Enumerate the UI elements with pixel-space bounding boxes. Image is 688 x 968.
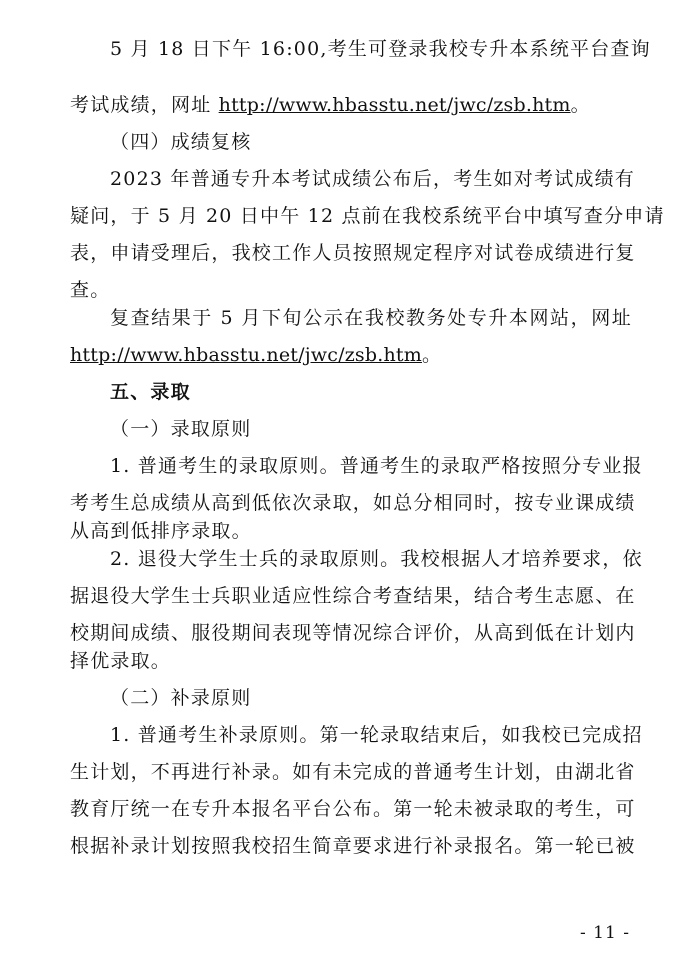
paragraph-line: 据退役大学生士兵职业适应性综合考查结果，结合考生志愿、在	[70, 585, 636, 607]
url-link[interactable]: http://www.hbasstu.net/jwc/zsb.htm	[218, 94, 571, 116]
paragraph-line: 根据补录计划按照我校招生简章要求进行补录报名。第一轮已被	[70, 835, 636, 857]
paragraph-line: 1. 普通考生补录原则。第一轮录取结束后，如我校已完成招	[110, 724, 643, 746]
paragraph-line: 校期间成绩、服役期间表现等情况综合评价，从高到低在计划内	[70, 622, 636, 644]
paragraph-line	[70, 93, 632, 117]
paragraph-line: 考考生总成绩从高到低依次录取，如总分相同时，按专业课成绩	[70, 492, 636, 514]
text-span: 。	[421, 344, 443, 366]
paragraph-line: 疑问，于 5 月 20 日中午 12 点前在我校系统平台中填写查分申请	[70, 205, 665, 227]
section-heading: （一）录取原则	[110, 418, 252, 440]
paragraph-line: 表，申请受理后，我校工作人员按照规定程序对试卷成绩进行复	[70, 242, 636, 264]
paragraph-line: 教育厅统一在专升本报名平台公布。第一轮未被录取的考生，可	[70, 798, 636, 820]
paragraph-line: 从高到低排序录取。	[70, 520, 252, 542]
paragraph-line	[70, 343, 632, 367]
paragraph-line: 2. 退役大学生士兵的录取原则。我校根据人才培养要求，依	[110, 548, 643, 570]
paragraph-line: 1. 普通考生的录取原则。普通考生的录取严格按照分专业报	[110, 455, 643, 477]
section-heading: （二）补录原则	[110, 687, 252, 709]
section-heading: （四）成绩复核	[110, 131, 252, 153]
section-heading: 五、录取	[110, 381, 191, 403]
text-span: 。	[570, 94, 591, 116]
paragraph-line: 5 月 18 日下午 16:00,考生可登录我校专升本系统平台查询	[110, 38, 651, 60]
paragraph-line: 生计划，不再进行补录。如有未完成的普通考生计划，由湖北省	[70, 761, 636, 783]
page-number: - 11 -	[580, 923, 630, 943]
url-link[interactable]: http://www.hbasstu.net/jwc/zsb.htm	[70, 344, 422, 366]
text-span: 考试成绩，网址	[70, 94, 219, 116]
paragraph-line: 2023 年普通专升本考试成绩公布后，考生如对考试成绩有	[110, 168, 635, 190]
paragraph-line: 复查结果于 5 月下旬公示在我校教务处专升本网站，网址	[110, 307, 632, 329]
paragraph-line: 查。	[70, 279, 111, 301]
paragraph-line: 择优录取。	[70, 650, 172, 672]
